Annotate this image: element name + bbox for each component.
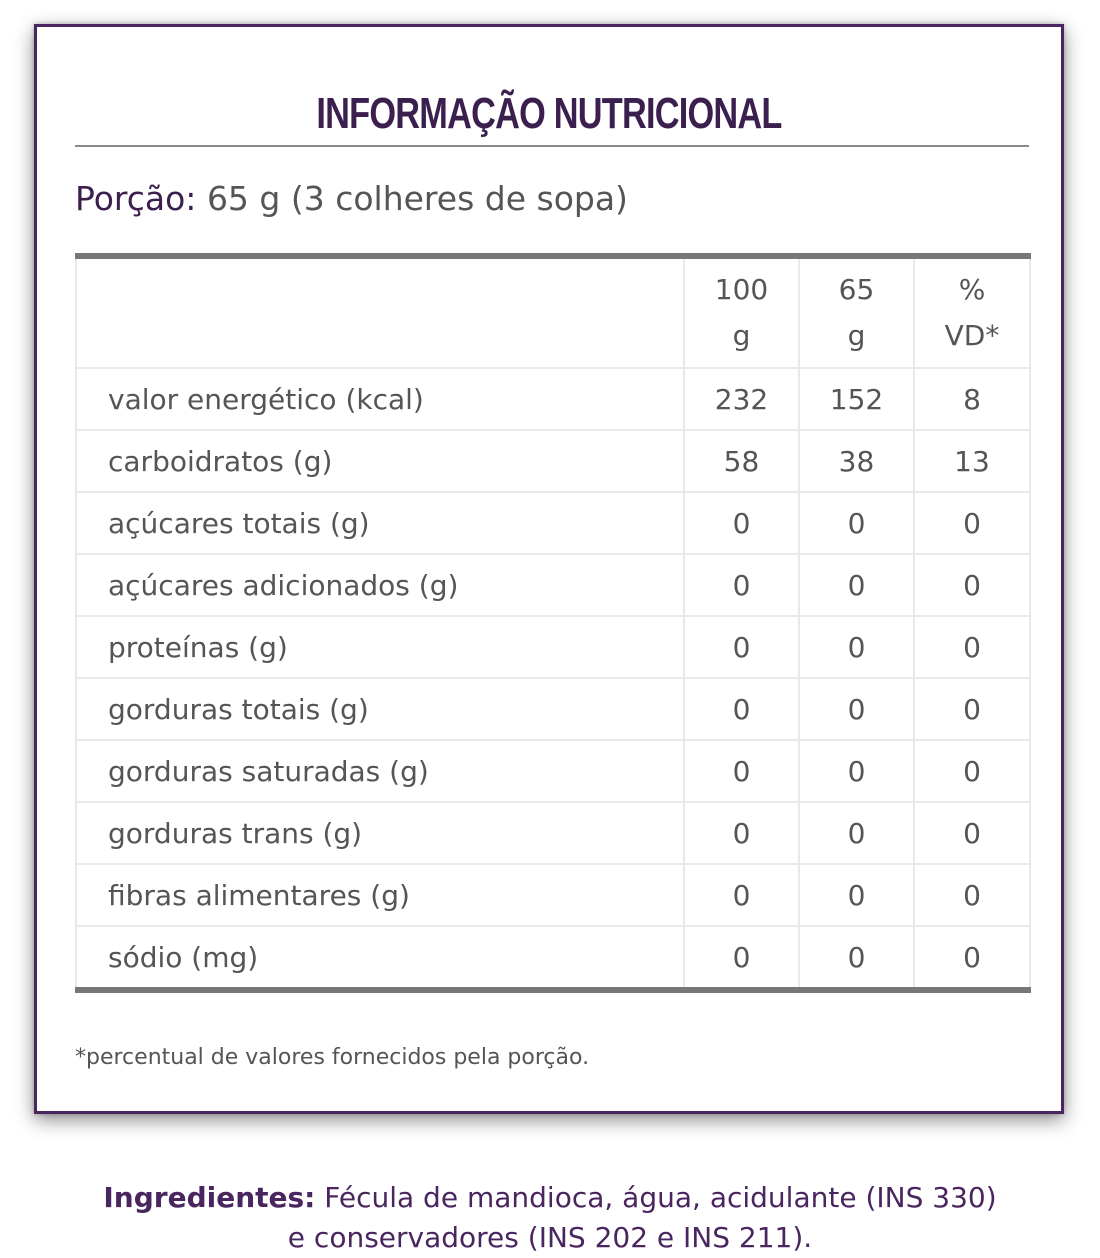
value-65g: 0: [799, 864, 914, 926]
nutrient-name: proteínas (g): [76, 616, 684, 678]
table-row: [76, 492, 1030, 554]
nutrition-table: [75, 253, 1031, 993]
nutrient-name: gorduras trans (g): [76, 802, 684, 864]
table-row: [76, 616, 1030, 678]
table-row: [76, 368, 1030, 430]
value-100g: 0: [684, 740, 799, 802]
title-divider: [75, 145, 1029, 147]
value-65g: 0: [799, 616, 914, 678]
value-100g: 232: [684, 368, 799, 430]
nutrient-name: sódio (mg): [76, 926, 684, 990]
value-100g: 0: [684, 554, 799, 616]
value-100g: 0: [684, 926, 799, 990]
table-header-row: [76, 256, 1030, 368]
value-vd: 0: [914, 864, 1030, 926]
header-vd: % VD*: [914, 256, 1030, 368]
value-100g: 0: [684, 492, 799, 554]
portion-value: 65 g (3 colheres de sopa): [206, 179, 628, 218]
header-100g: 100 g: [684, 256, 799, 368]
value-vd: 0: [914, 492, 1030, 554]
portion-info: [75, 179, 628, 218]
nutrient-name: açúcares totais (g): [76, 492, 684, 554]
value-vd: 8: [914, 368, 1030, 430]
value-100g: 0: [684, 616, 799, 678]
ingredients-block: [0, 1178, 1100, 1258]
value-vd: 0: [914, 802, 1030, 864]
table-row: [76, 554, 1030, 616]
value-100g: 58: [684, 430, 799, 492]
value-65g: 0: [799, 554, 914, 616]
table-row: [76, 864, 1030, 926]
ingredients-line-1: [0, 1178, 1100, 1218]
nutrient-name: fibras alimentares (g): [76, 864, 684, 926]
value-65g: 0: [799, 678, 914, 740]
nutrient-name: valor energético (kcal): [76, 368, 684, 430]
table-footnote: *percentual de valores fornecidos pela porção.: [75, 1045, 590, 1070]
value-vd: 0: [914, 554, 1030, 616]
table-row: [76, 802, 1030, 864]
value-100g: 0: [684, 802, 799, 864]
value-65g: 152: [799, 368, 914, 430]
value-vd: 0: [914, 678, 1030, 740]
nutrition-title: INFORMAÇÃO NUTRICIONAL: [316, 89, 782, 138]
value-65g: 0: [799, 802, 914, 864]
nutrient-name: gorduras saturadas (g): [76, 740, 684, 802]
nutrient-name: açúcares adicionados (g): [76, 554, 684, 616]
value-65g: 0: [799, 926, 914, 990]
nutrient-name: gorduras totais (g): [76, 678, 684, 740]
ingredients-text-1: Fécula de mandioca, água, acidulante (INS 330): [324, 1181, 997, 1214]
table-row: [76, 740, 1030, 802]
header-nutrient: [76, 256, 684, 368]
header-65g: 65 g: [799, 256, 914, 368]
value-65g: 38: [799, 430, 914, 492]
nutrient-name: carboidratos (g): [76, 430, 684, 492]
table-row: [76, 926, 1030, 990]
value-vd: 0: [914, 926, 1030, 990]
table-row: [76, 678, 1030, 740]
value-65g: 0: [799, 740, 914, 802]
value-65g: 0: [799, 492, 914, 554]
value-vd: 0: [914, 616, 1030, 678]
nutrition-facts-card: [34, 24, 1064, 1114]
portion-label: Porção:: [75, 179, 197, 218]
value-vd: 0: [914, 740, 1030, 802]
ingredients-text-2: e conservadores (INS 202 e INS 211).: [287, 1221, 813, 1254]
value-100g: 0: [684, 678, 799, 740]
value-100g: 0: [684, 864, 799, 926]
value-vd: 13: [914, 430, 1030, 492]
table-row: [76, 430, 1030, 492]
ingredients-label: Ingredientes:: [103, 1181, 316, 1214]
